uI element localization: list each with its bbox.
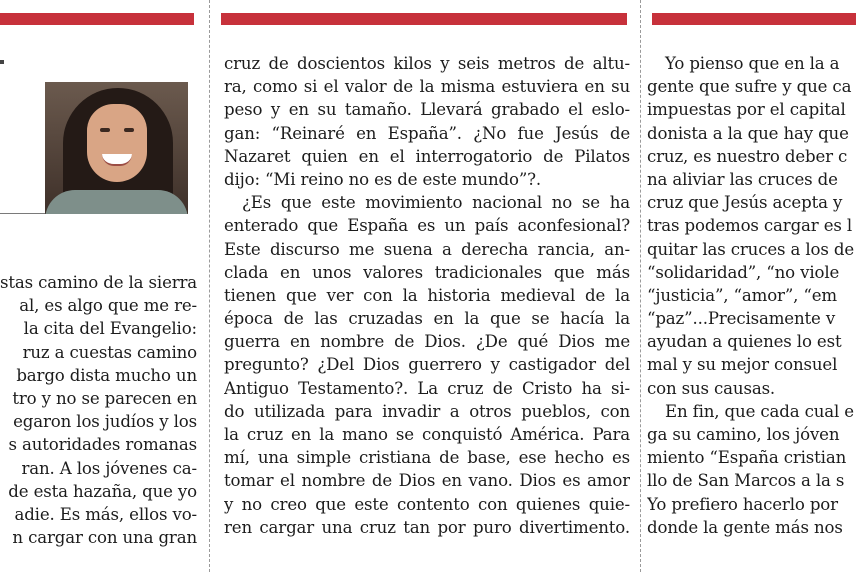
text-line: “paz”...Precisamente v xyxy=(647,309,836,329)
byline-marker xyxy=(0,60,4,64)
text-line: con sus causas. xyxy=(647,378,776,398)
text-line: donista a la que hay que xyxy=(647,123,849,143)
text-line: miento “España cristian xyxy=(647,448,847,468)
text-line: ra, como si el valor de la misma estuviera en su xyxy=(224,77,630,97)
text-line: impuestas por el capital xyxy=(647,100,846,120)
text-line: En fin, que cada cual e xyxy=(665,401,854,421)
text-line: na aliviar las cruces de xyxy=(647,169,838,189)
text-line: cruz que Jesús acepta y xyxy=(647,193,843,213)
photo-underline xyxy=(0,213,45,214)
text-line: ruz a cuestas camino xyxy=(22,342,197,362)
text-line: clada en unos valores tradicionales que más xyxy=(224,262,630,282)
column-separator-left xyxy=(209,0,210,572)
text-line: cruz de doscientos kilos y seis metros de altu- xyxy=(224,54,630,73)
text-line: “justicia”, “amor”, “em xyxy=(647,285,837,305)
right-column-text xyxy=(647,52,856,539)
text-line: y no creo que este contento con quienes quie- xyxy=(224,494,630,514)
text-line: donde la gente más nos xyxy=(647,517,843,537)
text-line: la cruz en la mano se conquistó América. Para xyxy=(224,425,630,444)
text-line: ren cargar una cruz tan por puro divertimento. xyxy=(224,517,630,537)
text-line: Este discurso me suena a derecha rancia, an- xyxy=(224,239,630,259)
columnist-portrait xyxy=(45,82,188,214)
text-line: llo de San Marcos a la s xyxy=(647,471,845,491)
text-line: Yo pienso que en la a xyxy=(665,54,840,73)
text-line: dijo: “Mi reino no es de este mundo”?. xyxy=(224,169,542,189)
text-line: egaron los judíos y los xyxy=(13,412,197,432)
text-line: de esta hazaña, que yo xyxy=(8,481,197,501)
text-line: “solidaridad”, “no viole xyxy=(647,262,840,282)
text-line: Yo prefiero hacerlo por xyxy=(647,494,838,514)
text-line: ayudan a quienes lo est xyxy=(647,332,842,352)
text-line: al, es algo que me re- xyxy=(19,296,197,316)
text-line: época de las cruzadas en la que se hacía la xyxy=(224,309,630,329)
left-column-text xyxy=(0,271,197,549)
text-line: pregunto? ¿Del Dios guerrero y castigador del xyxy=(224,355,630,375)
text-line: do utilizada para invadir a otros pueblos, con xyxy=(224,401,630,421)
text-line: guerra en nombre de Dios. ¿De qué Dios me xyxy=(224,332,630,352)
text-line: Antiguo Testamento?. La cruz de Cristo ha si- xyxy=(224,378,630,398)
text-line: n cargar con una gran xyxy=(12,528,197,548)
text-line: tro y no se parecen en xyxy=(12,388,197,408)
text-line: stas camino de la sierra xyxy=(0,273,197,292)
text-line: gan: “Reinaré en España”. ¿No fue Jesús de xyxy=(224,123,630,143)
text-line: enterado que España es un país aconfesional? xyxy=(224,216,630,236)
text-line: tomar el nombre de Dios en vano. Dios es amor xyxy=(224,471,630,491)
text-line: mí, una simple cristiana de base, ese hecho es xyxy=(224,448,630,468)
text-line: tras podemos cargar es l xyxy=(647,216,853,236)
right-column-top-bar xyxy=(652,13,856,25)
text-line: ran. A los jóvenes ca- xyxy=(21,458,197,478)
middle-column-top-bar xyxy=(221,13,627,25)
text-line: la cita del Evangelio: xyxy=(23,319,197,339)
column-separator-right xyxy=(640,0,641,572)
middle-column-text xyxy=(224,52,630,539)
text-line: cruz, es nuestro deber c xyxy=(647,146,848,166)
text-line: gente que sufre y que ca xyxy=(647,77,852,97)
text-line: bargo dista mucho un xyxy=(16,365,197,385)
text-line: adie. Es más, ellos vo- xyxy=(14,504,197,524)
text-line: tienen que ver con la historia medieval de la xyxy=(224,285,630,305)
text-line: s autoridades romanas xyxy=(8,435,197,455)
text-line: Nazaret quien en el interrogatorio de Pilatos xyxy=(224,146,630,166)
text-line: mal y su mejor consuel xyxy=(647,355,838,375)
text-line: ¿Es que este movimiento nacional no se ha xyxy=(242,193,630,213)
text-line: ga su camino, los jóven xyxy=(647,425,840,444)
text-line: peso y en su tamaño. Llevará grabado el eslo- xyxy=(224,100,630,120)
text-line: quitar las cruces a los de xyxy=(647,239,854,259)
left-column-top-bar xyxy=(0,13,194,25)
